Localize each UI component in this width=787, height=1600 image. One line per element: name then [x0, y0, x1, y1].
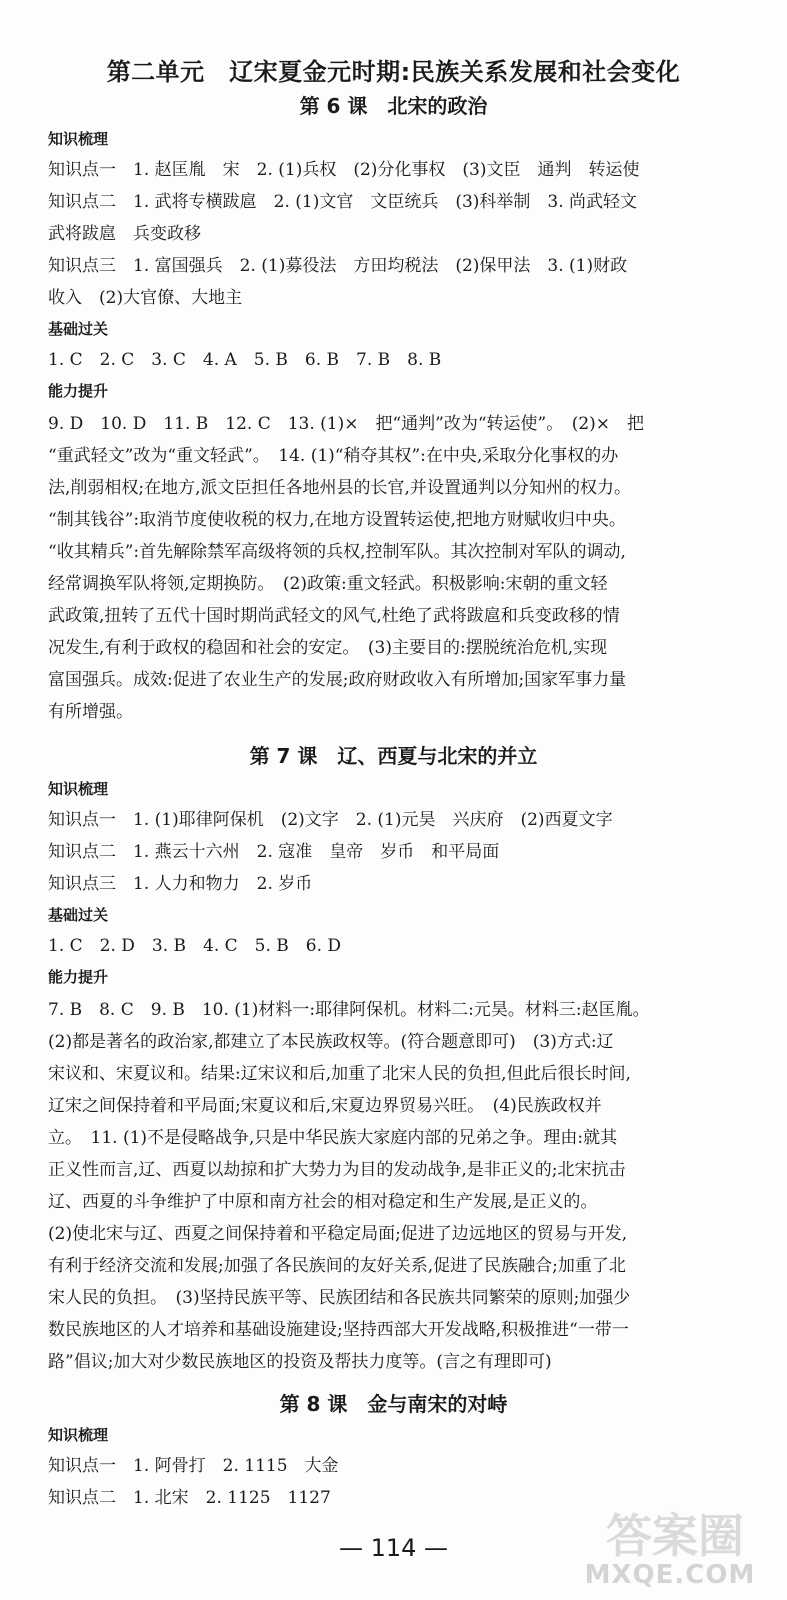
lesson-6-advanced-line: 经常调换军队将领,定期换防。 (2)政策:重文轻武。积极影响:宋朝的重文轻: [48, 574, 608, 594]
watermark-en: MXQE.COM: [584, 1560, 756, 1590]
watermark-logo: [565, 1500, 775, 1590]
lesson-7-advanced-line: 辽、西夏的斗争维护了中原和南方社会的相对稳定和生产发展,是正义的。: [48, 1192, 598, 1212]
lesson-6-advanced-heading: 能力提升: [48, 382, 109, 400]
lesson-7-advanced-line: 宋人民的负担。 (3)坚持民族平等、民族团结和各民族共同繁荣的原则;加强少: [48, 1288, 631, 1308]
lesson-6-knowledge-heading: 知识梳理: [48, 130, 109, 148]
lesson-7-advanced-line: (2)使北宋与辽、西夏之间保持着和平稳定局面;促进了边远地区的贸易与开发,: [48, 1224, 628, 1244]
lesson-6-advanced-line: 况发生,有利于政权的稳固和社会的安定。 (3)主要目的:摆脱统治危机,实现: [48, 638, 608, 658]
lesson-6-advanced-line: 9. D 10. D 11. B 12. C 13. (1)× 把“通判”改为“转运使”。 (2)× 把: [48, 414, 645, 434]
lesson-7-knowledge-line: 知识点三 1. 人力和物力 2. 岁币: [48, 874, 313, 894]
lesson-7-advanced-line: 正义性而言,辽、西夏以劫掠和扩大势力为目的发动战争,是非正义的;北宋抗击: [48, 1160, 626, 1180]
lesson-6-advanced-line: 富国强兵。成效:促进了农业生产的发展;政府财政收入有所增加;国家军事力量: [48, 670, 627, 690]
lesson-7-advanced-heading: 能力提升: [48, 968, 109, 986]
lesson-7-advanced-line: (2)都是著名的政治家,都建立了本民族政权等。(符合题意即可) (3)方式:辽: [48, 1032, 614, 1052]
lesson-7-basic-heading: 基础过关: [48, 906, 109, 924]
lesson-6-advanced-line: “收其精兵”:首先解除禁军高级将领的兵权,控制军队。其次控制对军队的调动,: [48, 542, 626, 562]
lesson-7-advanced-line: 7. B 8. C 9. B 10. (1)材料一:耶律阿保机。材料二:元昊。材料三:赵匡胤。: [48, 1000, 650, 1020]
lesson-6-advanced-line: 法,削弱相权;在地方,派文臣担任各地州县的长官,并设置通判以分知州的权力。: [48, 478, 631, 498]
lesson-6-advanced-line: 武政策,扭转了五代十国时期尚武轻文的风气,杜绝了武将跋扈和兵变政移的情: [48, 606, 620, 626]
lesson-7-knowledge-heading: 知识梳理: [48, 780, 109, 798]
lesson-6-advanced-line: “制其钱谷”:取消节度使收税的权力,在地方设置转运使,把地方财赋收归中央。: [48, 510, 626, 530]
lesson-7-advanced-line: 辽宋之间保持着和平局面;宋夏议和后,宋夏边界贸易兴旺。 (4)民族政权并: [48, 1096, 602, 1116]
lesson-8-knowledge-line: 知识点二 1. 北宋 2. 1125 1127: [48, 1488, 331, 1508]
page-number: — 114 —: [338, 1534, 449, 1562]
lesson-8-title: 第 8 课 金与南宋的对峙: [279, 1392, 508, 1416]
lesson-6-basic-heading: 基础过关: [48, 320, 109, 338]
lesson-7-advanced-line: 有利于经济交流和发展;加强了各民族间的友好关系,促进了民族融合;加重了北: [48, 1256, 626, 1276]
lesson-6-knowledge-line: 武将跋扈 兵变政移: [48, 224, 201, 244]
lesson-6-title: 第 6 课 北宋的政治: [299, 94, 488, 118]
lesson-7-advanced-line: 宋议和、宋夏议和。结果:辽宋议和后,加重了北宋人民的负担,但此后很长时间,: [48, 1064, 631, 1084]
lesson-7-basic-answers: 1. C 2. D 3. B 4. C 5. B 6. D: [48, 936, 342, 956]
watermark-cn: 答案圈: [606, 1509, 744, 1563]
lesson-8-knowledge-line: 知识点一 1. 阿骨打 2. 1115 大金: [48, 1456, 339, 1476]
lesson-6-knowledge-line: 知识点一 1. 赵匡胤 宋 2. (1)兵权 (2)分化事权 (3)文臣 通判 转运使: [48, 160, 640, 180]
lesson-7-knowledge-line: 知识点一 1. (1)耶律阿保机 (2)文字 2. (1)元昊 兴庆府 (2)西夏文字: [48, 810, 613, 830]
lesson-8-knowledge-heading: 知识梳理: [48, 1426, 109, 1444]
lesson-7-advanced-line: 路”倡议;加大对少数民族地区的投资及帮扶力度等。(言之有理即可): [48, 1352, 552, 1372]
lesson-6-knowledge-line: 知识点二 1. 武将专横跋扈 2. (1)文官 文臣统兵 (3)科举制 3. 尚武轻文: [48, 192, 638, 212]
lesson-6-knowledge-line: 知识点三 1. 富国强兵 2. (1)募役法 方田均税法 (2)保甲法 3. (1)财政: [48, 256, 628, 276]
lesson-6-advanced-line: 有所增强。: [48, 702, 133, 722]
unit-title: 第二单元 辽宋夏金元时期:民族关系发展和社会变化: [106, 58, 681, 86]
lesson-6-knowledge-line: 收入 (2)大官僚、大地主: [48, 288, 243, 308]
lesson-7-advanced-line: 立。 11. (1)不是侵略战争,只是中华民族大家庭内部的兄弟之争。理由:就其: [48, 1128, 618, 1148]
lesson-7-title: 第 7 课 辽、西夏与北宋的并立: [249, 744, 538, 768]
lesson-7-knowledge-line: 知识点二 1. 燕云十六州 2. 寇准 皇帝 岁币 和平局面: [48, 842, 500, 862]
lesson-7-advanced-line: 数民族地区的人才培养和基础设施建设;坚持西部大开发战略,积极推进“一带一: [48, 1320, 629, 1340]
lesson-6-advanced-line: “重武轻文”改为“重文轻武”。 14. (1)“稍夺其权”:在中央,采取分化事权的办: [48, 446, 619, 466]
lesson-6-basic-answers: 1. C 2. C 3. C 4. A 5. B 6. B 7. B 8. B: [48, 350, 442, 370]
